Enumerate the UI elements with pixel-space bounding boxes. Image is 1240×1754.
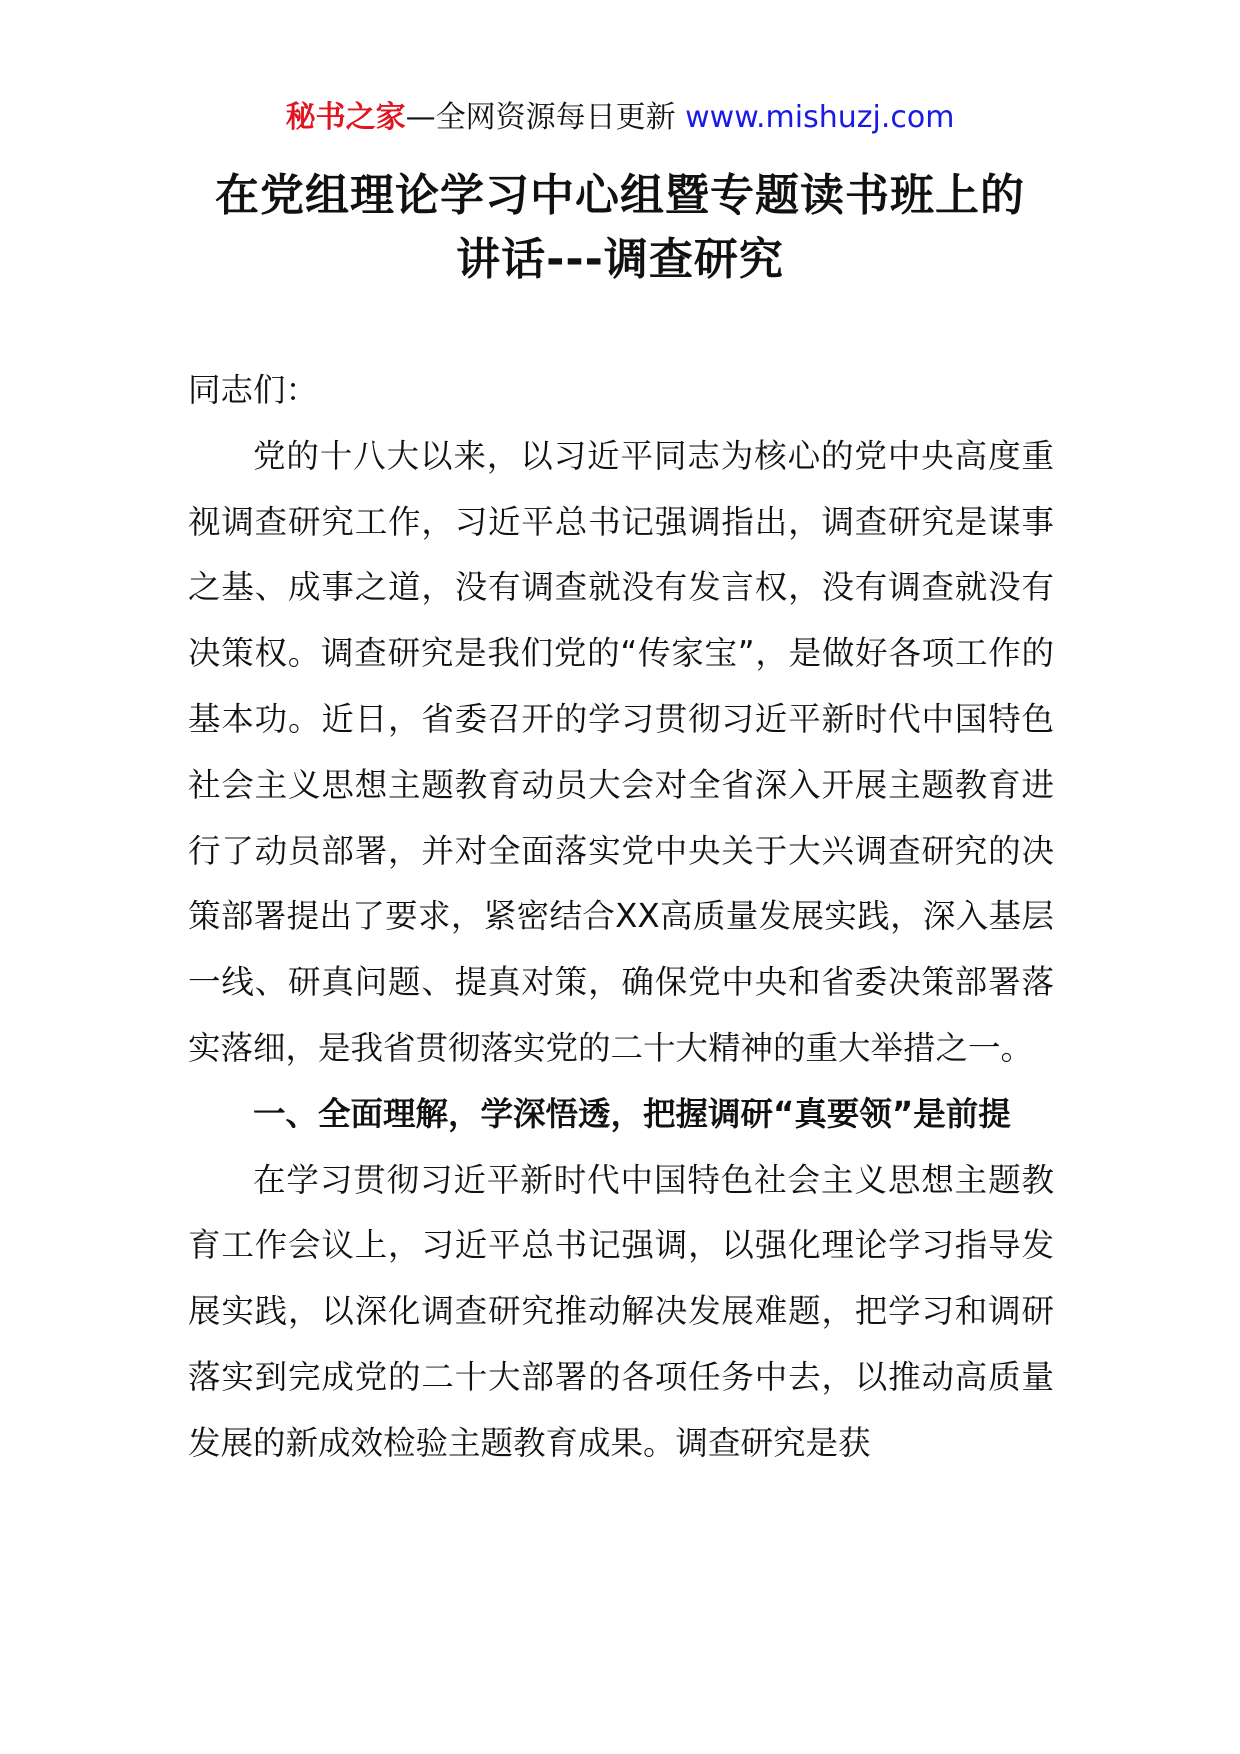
section-heading-1: 一、全面理解，学深悟透，把握调研“真要领”是前提 — [253, 1094, 1011, 1133]
salutation: 同志们： — [188, 371, 319, 409]
site-banner — [0, 98, 1240, 138]
site-url-link[interactable]: www.mishuzj.com — [685, 100, 955, 135]
document-body — [188, 358, 1054, 1477]
paragraph-1: 党的十八大以来，以习近平同志为核心的党中央高度重视调查研究工作，习近平总书记强调指出，调查研究是谋事之基、成事之道，没有调查就没有发言权，没有调查就没有决策权。调查研究是我们党的“传家宝”，是做好各项工作的基本功。近日，省委召开的学习贯彻习近平新时代中国特色社会主义思想主题教育动员大会对全省深入开展主题教育进行了动员部署，并对全面落实党中央关于大兴调查研究的决策部署提出了要求，紧密结合XX高质量发展实践，深入基层一线、研真问题、提真对策，确保党中央和省委决策部署落实落细，是我省贯彻落实党的二十大精神的重大举措之一。 — [188, 436, 1054, 1067]
title-line-1: 在党组理论学习中心组暨专题读书班上的 — [215, 170, 1025, 221]
title-line-2: 讲话---调查研究 — [456, 234, 784, 285]
banner-tagline: —全网资源每日更新 — [405, 100, 686, 135]
paragraph-2: 在学习贯彻习近平新时代中国特色社会主义思想主题教育工作会议上，习近平总书记强调，以强化理论学习指导发展实践，以深化调查研究推动解决发展难题，把学习和调研落实到完成党的二十大部署的各项任务中去，以推动高质量发展的新成效检验主题教育成果。调查研究是获 — [188, 1160, 1054, 1462]
document-title — [120, 164, 1120, 292]
brand-name: 秘书之家 — [285, 100, 406, 135]
